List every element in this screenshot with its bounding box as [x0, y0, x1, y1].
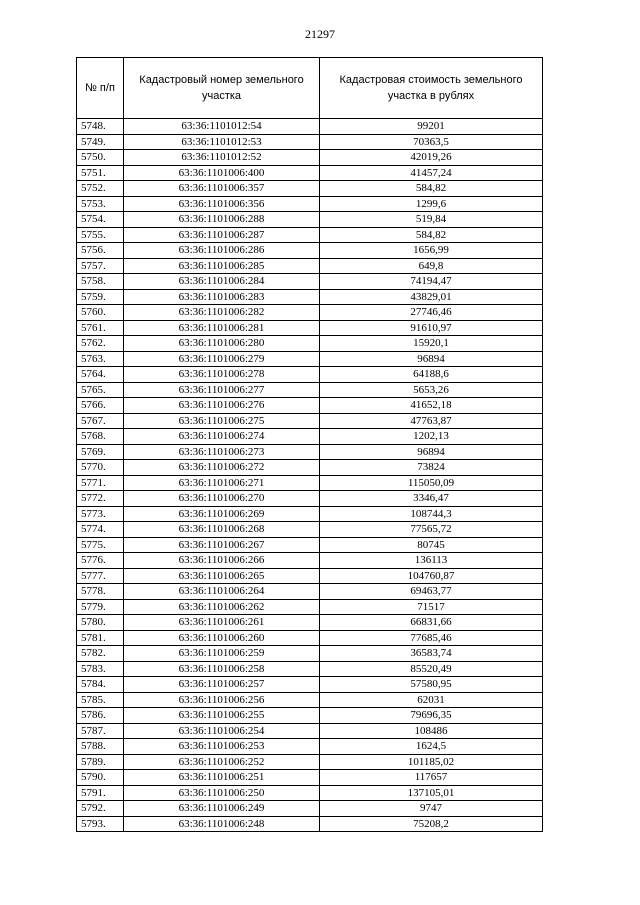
table-row: [77, 553, 543, 569]
table-row: [77, 630, 543, 646]
cadastral-number-cell: 63:36:1101006:282: [124, 305, 320, 321]
cadastral-number-cell: 63:36:1101006:276: [124, 398, 320, 414]
table-row: [77, 801, 543, 817]
row-number-cell: 5789.: [77, 754, 124, 770]
cadastral-value-cell: 136113: [320, 553, 543, 569]
cadastral-value-cell: 41457,24: [320, 165, 543, 181]
table-row: [77, 367, 543, 383]
cadastral-value-cell: 584,82: [320, 181, 543, 197]
row-number-cell: 5762.: [77, 336, 124, 352]
cadastral-value-cell: 108744,3: [320, 506, 543, 522]
table-row: [77, 708, 543, 724]
table-row: [77, 398, 543, 414]
row-number-cell: 5781.: [77, 630, 124, 646]
table-row: [77, 460, 543, 476]
row-number-cell: 5774.: [77, 522, 124, 538]
cadastral-value-cell: 43829,01: [320, 289, 543, 305]
table-row: [77, 646, 543, 662]
row-number-cell: 5753.: [77, 196, 124, 212]
table-row: [77, 661, 543, 677]
table-row: [77, 134, 543, 150]
cadastral-number-cell: 63:36:1101006:274: [124, 429, 320, 445]
table-row: [77, 584, 543, 600]
cadastral-value-cell: 117657: [320, 770, 543, 786]
cadastral-value-cell: 108486: [320, 723, 543, 739]
cadastral-number-cell: 63:36:1101006:283: [124, 289, 320, 305]
row-number-cell: 5750.: [77, 150, 124, 166]
cadastral-value-cell: 70363,5: [320, 134, 543, 150]
cadastral-number-cell: 63:36:1101006:249: [124, 801, 320, 817]
cadastral-value-cell: 62031: [320, 692, 543, 708]
cadastral-value-cell: 96894: [320, 351, 543, 367]
cadastral-number-cell: 63:36:1101006:273: [124, 444, 320, 460]
table-row: [77, 119, 543, 135]
row-number-cell: 5764.: [77, 367, 124, 383]
row-number-cell: 5763.: [77, 351, 124, 367]
cadastral-number-cell: 63:36:1101012:54: [124, 119, 320, 135]
cadastral-number-cell: 63:36:1101006:266: [124, 553, 320, 569]
table-row: [77, 692, 543, 708]
table-row: [77, 537, 543, 553]
cadastral-number-cell: 63:36:1101006:253: [124, 739, 320, 755]
table-row: [77, 475, 543, 491]
row-number-cell: 5791.: [77, 785, 124, 801]
row-number-cell: 5779.: [77, 599, 124, 615]
row-number-cell: 5754.: [77, 212, 124, 228]
table-row: [77, 351, 543, 367]
table-row: [77, 754, 543, 770]
table-row: [77, 444, 543, 460]
cadastral-value-cell: 519,84: [320, 212, 543, 228]
row-number-cell: 5785.: [77, 692, 124, 708]
cadastral-value-cell: 75208,2: [320, 816, 543, 832]
row-number-cell: 5792.: [77, 801, 124, 817]
cadastral-number-cell: 63:36:1101006:265: [124, 568, 320, 584]
row-number-cell: 5784.: [77, 677, 124, 693]
cadastral-number-cell: 63:36:1101006:284: [124, 274, 320, 290]
cadastral-value-cell: 1299,6: [320, 196, 543, 212]
cadastral-number-cell: 63:36:1101006:252: [124, 754, 320, 770]
cadastral-value-cell: 649,8: [320, 258, 543, 274]
cadastral-value-cell: 101185,02: [320, 754, 543, 770]
cadastral-value-cell: 9747: [320, 801, 543, 817]
table-row: [77, 320, 543, 336]
table-row: [77, 816, 543, 832]
cadastral-value-cell: 41652,18: [320, 398, 543, 414]
row-number-cell: 5775.: [77, 537, 124, 553]
cadastral-value-cell: 584,82: [320, 227, 543, 243]
cadastral-value-cell: 71517: [320, 599, 543, 615]
table-row: [77, 336, 543, 352]
row-number-cell: 5758.: [77, 274, 124, 290]
cadastral-value-cell: 64188,6: [320, 367, 543, 383]
table-row: [77, 382, 543, 398]
cadastral-number-cell: 63:36:1101006:278: [124, 367, 320, 383]
cadastral-number-cell: 63:36:1101006:255: [124, 708, 320, 724]
cadastral-value-cell: 80745: [320, 537, 543, 553]
cadastral-number-cell: 63:36:1101006:270: [124, 491, 320, 507]
cadastral-value-cell: 85520,49: [320, 661, 543, 677]
cadastral-value-cell: 91610,97: [320, 320, 543, 336]
table-row: [77, 258, 543, 274]
cadastral-value-cell: 42019,26: [320, 150, 543, 166]
cadastral-table: [76, 57, 543, 832]
header-row: [77, 58, 543, 119]
cadastral-value-cell: 79696,35: [320, 708, 543, 724]
cadastral-value-cell: 77565,72: [320, 522, 543, 538]
cadastral-value-cell: 74194,47: [320, 274, 543, 290]
row-number-cell: 5767.: [77, 413, 124, 429]
cadastral-number-cell: 63:36:1101006:281: [124, 320, 320, 336]
row-number-cell: 5768.: [77, 429, 124, 445]
row-number-cell: 5769.: [77, 444, 124, 460]
cadastral-number-cell: 63:36:1101006:261: [124, 615, 320, 631]
cadastral-number-cell: 63:36:1101006:260: [124, 630, 320, 646]
cadastral-value-cell: 3346,47: [320, 491, 543, 507]
table-row: [77, 522, 543, 538]
row-number-cell: 5782.: [77, 646, 124, 662]
row-number-cell: 5771.: [77, 475, 124, 491]
row-number-cell: 5788.: [77, 739, 124, 755]
cadastral-number-cell: 63:36:1101006:356: [124, 196, 320, 212]
cadastral-value-cell: 137105,01: [320, 785, 543, 801]
cadastral-number-cell: 63:36:1101006:254: [124, 723, 320, 739]
table-row: [77, 785, 543, 801]
cadastral-value-cell: 115050,09: [320, 475, 543, 491]
row-number-cell: 5787.: [77, 723, 124, 739]
cadastral-number-cell: 63:36:1101006:357: [124, 181, 320, 197]
row-number-cell: 5756.: [77, 243, 124, 259]
cadastral-value-cell: 15920,1: [320, 336, 543, 352]
cadastral-value-cell: 73824: [320, 460, 543, 476]
cadastral-number-cell: 63:36:1101006:267: [124, 537, 320, 553]
row-number-cell: 5757.: [77, 258, 124, 274]
table-row: [77, 429, 543, 445]
cadastral-number-cell: 63:36:1101006:250: [124, 785, 320, 801]
row-number-cell: 5776.: [77, 553, 124, 569]
table-header: [77, 58, 543, 119]
cadastral-number-cell: 63:36:1101006:268: [124, 522, 320, 538]
cadastral-number-cell: 63:36:1101006:286: [124, 243, 320, 259]
cadastral-number-cell: 63:36:1101012:53: [124, 134, 320, 150]
table-row: [77, 413, 543, 429]
cadastral-value-cell: 1656,99: [320, 243, 543, 259]
cadastral-number-cell: 63:36:1101006:257: [124, 677, 320, 693]
table-row: [77, 599, 543, 615]
cadastral-number-cell: 63:36:1101006:287: [124, 227, 320, 243]
cadastral-number-cell: 63:36:1101006:248: [124, 816, 320, 832]
row-number-cell: 5752.: [77, 181, 124, 197]
cadastral-number-cell: 63:36:1101006:288: [124, 212, 320, 228]
cadastral-value-cell: 27746,46: [320, 305, 543, 321]
row-number-cell: 5780.: [77, 615, 124, 631]
row-number-cell: 5770.: [77, 460, 124, 476]
cadastral-value-cell: 1624,5: [320, 739, 543, 755]
cadastral-number-cell: 63:36:1101006:280: [124, 336, 320, 352]
header-cadastral-number: Кадастровый номер земельного участка: [124, 58, 320, 119]
cadastral-number-cell: 63:36:1101006:271: [124, 475, 320, 491]
row-number-cell: 5778.: [77, 584, 124, 600]
table-row: [77, 181, 543, 197]
table-row: [77, 165, 543, 181]
table-row: [77, 506, 543, 522]
header-number: № п/п: [77, 58, 124, 119]
table-row: [77, 677, 543, 693]
table-row: [77, 150, 543, 166]
row-number-cell: 5751.: [77, 165, 124, 181]
table-row: [77, 305, 543, 321]
cadastral-value-cell: 69463,77: [320, 584, 543, 600]
table-row: [77, 723, 543, 739]
cadastral-number-cell: 63:36:1101006:400: [124, 165, 320, 181]
row-number-cell: 5773.: [77, 506, 124, 522]
row-number-cell: 5786.: [77, 708, 124, 724]
cadastral-number-cell: 63:36:1101006:277: [124, 382, 320, 398]
table-row: [77, 739, 543, 755]
header-cadastral-value: Кадастровая стоимость земельного участка в рублях: [320, 58, 543, 119]
row-number-cell: 5777.: [77, 568, 124, 584]
cadastral-number-cell: 63:36:1101006:279: [124, 351, 320, 367]
row-number-cell: 5783.: [77, 661, 124, 677]
cadastral-number-cell: 63:36:1101006:275: [124, 413, 320, 429]
cadastral-value-cell: 96894: [320, 444, 543, 460]
cadastral-number-cell: 63:36:1101006:285: [124, 258, 320, 274]
row-number-cell: 5761.: [77, 320, 124, 336]
row-number-cell: 5748.: [77, 119, 124, 135]
cadastral-number-cell: 63:36:1101006:256: [124, 692, 320, 708]
table-row: [77, 615, 543, 631]
table-row: [77, 243, 543, 259]
cadastral-value-cell: 57580,95: [320, 677, 543, 693]
row-number-cell: 5790.: [77, 770, 124, 786]
table-body: [77, 119, 543, 832]
table-row: [77, 212, 543, 228]
row-number-cell: 5749.: [77, 134, 124, 150]
table-row: [77, 227, 543, 243]
cadastral-number-cell: 63:36:1101006:272: [124, 460, 320, 476]
table-row: [77, 196, 543, 212]
row-number-cell: 5755.: [77, 227, 124, 243]
cadastral-value-cell: 5653,26: [320, 382, 543, 398]
table-row: [77, 770, 543, 786]
table-row: [77, 289, 543, 305]
row-number-cell: 5766.: [77, 398, 124, 414]
table-row: [77, 274, 543, 290]
page-number: 21297: [305, 27, 335, 41]
cadastral-number-cell: 63:36:1101012:52: [124, 150, 320, 166]
table-row: [77, 491, 543, 507]
cadastral-value-cell: 1202,13: [320, 429, 543, 445]
cadastral-number-cell: 63:36:1101006:251: [124, 770, 320, 786]
row-number-cell: 5793.: [77, 816, 124, 832]
cadastral-number-cell: 63:36:1101006:264: [124, 584, 320, 600]
cadastral-value-cell: 99201: [320, 119, 543, 135]
row-number-cell: 5765.: [77, 382, 124, 398]
cadastral-number-cell: 63:36:1101006:262: [124, 599, 320, 615]
cadastral-number-cell: 63:36:1101006:258: [124, 661, 320, 677]
cadastral-value-cell: 36583,74: [320, 646, 543, 662]
cadastral-number-cell: 63:36:1101006:269: [124, 506, 320, 522]
row-number-cell: 5760.: [77, 305, 124, 321]
cadastral-value-cell: 47763,87: [320, 413, 543, 429]
cadastral-value-cell: 77685,46: [320, 630, 543, 646]
row-number-cell: 5759.: [77, 289, 124, 305]
table-row: [77, 568, 543, 584]
cadastral-value-cell: 66831,66: [320, 615, 543, 631]
cadastral-number-cell: 63:36:1101006:259: [124, 646, 320, 662]
cadastral-value-cell: 104760,87: [320, 568, 543, 584]
row-number-cell: 5772.: [77, 491, 124, 507]
